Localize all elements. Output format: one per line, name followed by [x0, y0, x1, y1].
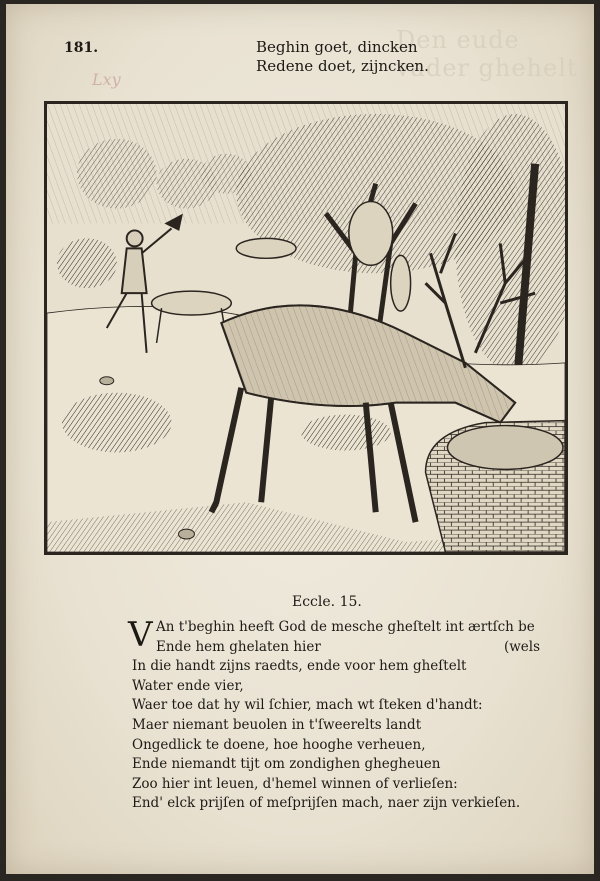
well — [426, 421, 565, 552]
poem-line: In die handt zijns raedts, ende voor hem gheſtelt — [132, 658, 467, 675]
poem-continuation: (wels — [503, 638, 540, 655]
margin-note: Lxy — [92, 70, 121, 89]
scripture-reference: Eccle. 15. — [292, 594, 362, 610]
stag-at-well-engraving — [47, 104, 565, 552]
poem-line: Zoo hier int leuen, d'hemel winnen of verlieſen: — [132, 775, 458, 792]
motto-line-1: Beghin goet, dincken — [256, 38, 418, 56]
motto — [256, 38, 429, 76]
poem-line: Waer toe dat hy wil ſchier, mach wt ſteken d'handt: — [132, 697, 483, 714]
page-number: 181. — [64, 40, 99, 56]
poem-line: Maer niemant beuolen in t'ſweerelts landt — [132, 716, 422, 733]
poem — [128, 615, 562, 814]
dropcap: V — [128, 615, 153, 655]
book-page — [6, 4, 594, 874]
poem-line: Ende niemandt tijt om zondighen ghegheuen — [132, 756, 441, 773]
poem-line: Ongedlick te doene, hoe hooghe verheuen, — [132, 736, 426, 753]
poem-line: Water ende vier, — [132, 677, 244, 694]
bleed-through-text: Den eude vader ghehelt — [396, 26, 578, 82]
poem-line-2: Ende hem ghelaten hier — [156, 638, 321, 655]
engraving-illustration — [44, 101, 568, 555]
poem-line: End' elck prijſen of meſprijſen mach, naer zijn verkieſen. — [132, 795, 521, 812]
poem-line-1: An t'beghin heeft God de mesche gheſtelt int ærtſch be — [156, 619, 535, 635]
poem-second-line — [132, 638, 562, 658]
motto-line-2: Redene doet, zijncken. — [256, 57, 429, 75]
